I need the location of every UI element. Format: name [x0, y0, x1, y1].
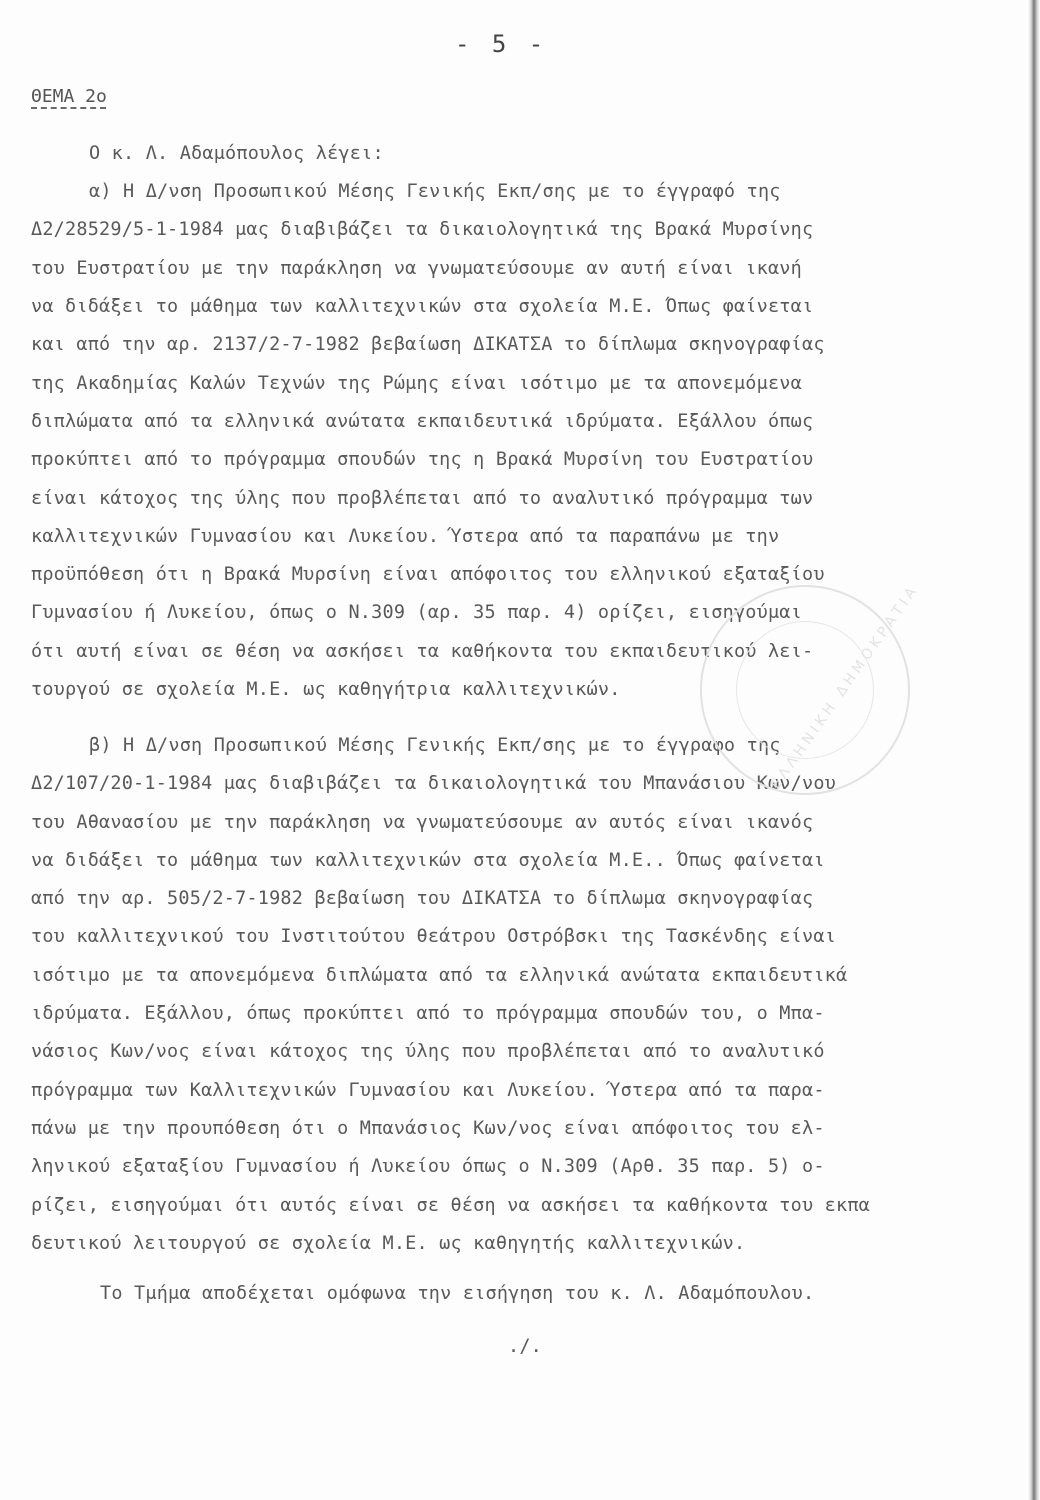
text-line: του Ευστρατίου με την παράκληση να γνωματεύσουμε αν αυτή είναι ικανή: [31, 258, 802, 279]
text-line: διπλώματα από τα ελληνικά ανώτατα εκπαιδευτικά ιδρύματα. Εξάλλου όπως: [31, 411, 814, 432]
text-line: νάσιος Κων/νος είναι κάτοχος της ύλης που προβλέπεται από το αναλυτικό: [31, 1041, 825, 1062]
text-line: προκύπτει από το πρόγραμμα σπουδών της η Βρακά Μυρσίνη του Ευστρατίου: [31, 449, 814, 470]
text-line: δευτικού λειτουργού σε σχολεία Μ.Ε. ως καθηγητής καλλιτεχνικών.: [31, 1233, 746, 1254]
text-line: από την αρ. 505/2-7-1982 βεβαίωση του ΔΙΚΑΤΣΑ το δίπλωμα σκηνογραφίας: [31, 888, 814, 909]
decision-line: Το Τμήμα αποδέχεται ομόφωνα την εισήγηση του κ. Λ. Αδαμόπουλου.: [100, 1283, 815, 1304]
text-line: πάνω με την προυπόθεση ότι ο Μπανάσιος Κων/νος είναι απόφοιτος του ελ-: [31, 1118, 825, 1139]
text-line: ισότιμο με τα απονεμόμενα διπλώματα από τα ελληνικά ανώτατα εκπαιδευτικά: [31, 965, 848, 986]
faint-stamp: [700, 581, 923, 795]
text-line: και από την αρ. 2137/2-7-1982 βεβαίωση ΔΙΚΑΤΣΑ το δίπλωμα σκηνογραφίας: [31, 334, 825, 355]
text-line: α) Η Δ/νση Προσωπικού Μέσης Γενικής Εκπ/σης με το έγγραφό της: [89, 181, 781, 202]
text-line: ληνικού εξαταξίου Γυμνασίου ή Λυκείου όπως ο Ν.309 (Αρθ. 35 παρ. 5) ο-: [31, 1156, 825, 1177]
text-line: καλλιτεχνικών Γυμνασίου και Λυκείου. Ύστερα από τα παραπάνω με την: [31, 526, 780, 547]
text-line: Δ2/28529/5-1-1984 μας διαβιβάζει τα δικαιολογητικά της Βρακά Μυρσίνης: [31, 219, 814, 240]
continuation-mark: ./.: [508, 1336, 543, 1357]
text-line: να διδάξει το μάθημα των καλλιτεχνικών στα σχολεία Μ.Ε.. Όπως φαίνεται: [31, 850, 825, 871]
text-line: είναι κάτοχος της ύλης που προβλέπεται από το αναλυτικό πρόγραμμα των: [31, 488, 814, 509]
text-line: πρόγραμμα των Καλλιτεχνικών Γυμνασίου και Λυκείου. Ύστερα από τα παρα-: [31, 1080, 825, 1101]
text-line: ότι αυτή είναι σε θέση να ασκήσει τα καθήκοντα του εκπαιδευτικού λει-: [31, 641, 814, 662]
text-line: Δ2/107/20-1-1984 μας διαβιβάζει τα δικαιολογητικά του Μπανάσιου Κων/νου: [31, 773, 836, 794]
text-line: Γυμνασίου ή Λυκείου, όπως ο Ν.309 (αρ. 35 παρ. 4) ορίζει, εισηγούμαι: [31, 602, 802, 623]
text-line: ιδρύματα. Εξάλλου, όπως προκύπτει από το πρόγραμμα σπουδών του, ο Μπα-: [31, 1003, 825, 1024]
text-line: να διδάξει το μάθημα των καλλιτεχνικών στα σχολεία Μ.Ε. Όπως φαίνεται: [31, 296, 814, 317]
text-line: της Ακαδημίας Καλών Τεχνών της Ρώμης είναι ισότιμο με τα απονεμόμενα: [31, 373, 802, 394]
text-line: ρίζει, εισηγούμαι ότι αυτός είναι σε θέση να ασκήσει τα καθήκοντα του εκπα: [31, 1195, 871, 1216]
section-title: ΘΕΜΑ 2ο: [31, 86, 107, 107]
page-number: - 5 -: [455, 30, 548, 58]
text-line: β) Η Δ/νση Προσωπικού Μέσης Γενικής Εκπ/σης με το έγγραφο της: [89, 735, 781, 756]
text-line: προϋπόθεση ότι η Βρακά Μυρσίνη είναι απόφοιτος του ελληνικού εξαταξίου: [31, 564, 825, 585]
intro-line: Ο κ. Λ. Αδαμόπουλος λέγει:: [89, 143, 384, 164]
text-line: του Αθανασίου με την παράκληση να γνωματεύσουμε αν αυτός είναι ικανός: [31, 812, 814, 833]
page-edge-shadow: [1028, 0, 1040, 1500]
stamp-text: ΕΛΛΗΝΙΚΗ ΔΗΜΟΚΡΑΤΙΑ: [767, 581, 923, 793]
text-line: τουργού σε σχολεία Μ.Ε. ως καθηγήτρια καλλιτεχνικών.: [31, 679, 621, 700]
text-line: του καλλιτεχνικού του Ινστιτούτου θεάτρου Οστρόβσκι της Τασκένδης είναι: [31, 926, 836, 947]
